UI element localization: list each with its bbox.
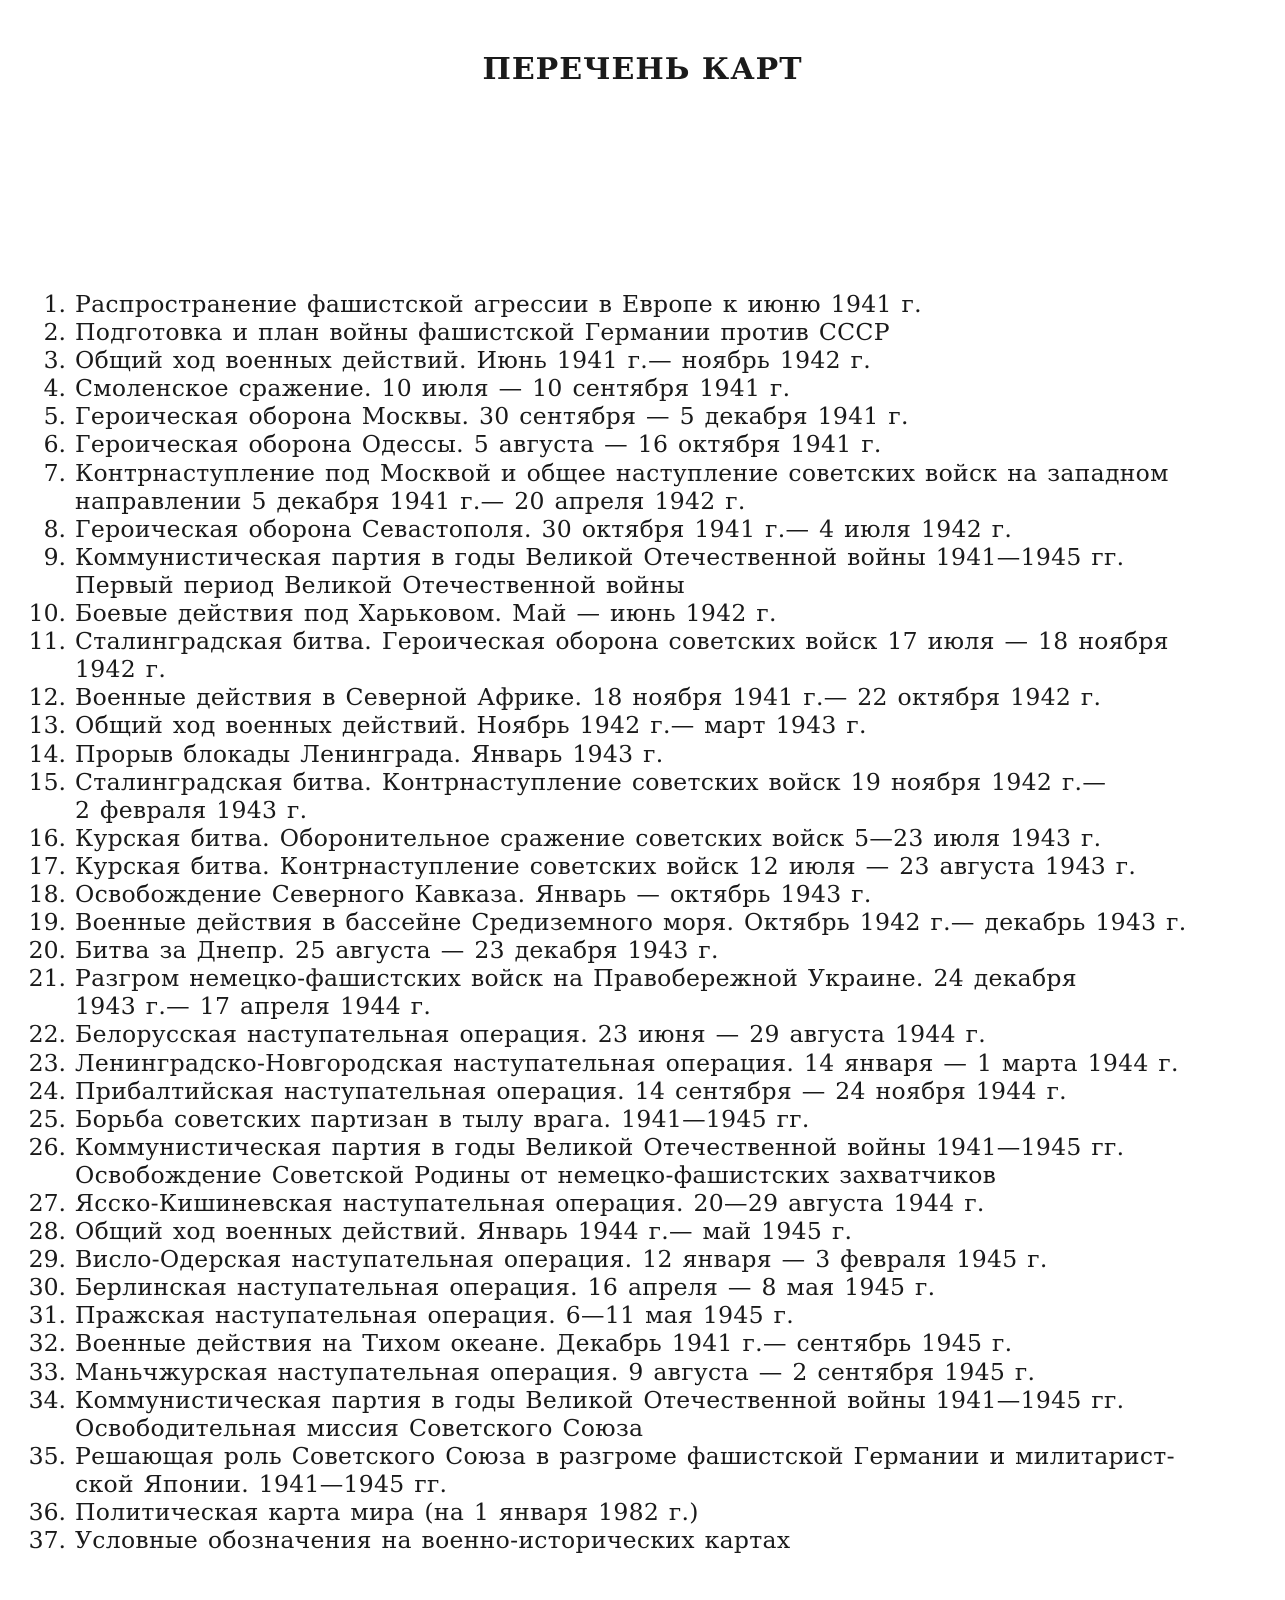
map-title: Решающая роль Советского Союза в разгроме фашистской Германии и милитарист- ской Японии. 1941—1945 гг. [75, 1441, 1175, 1498]
page-title: ПЕРЕЧЕНЬ КАРТ [482, 52, 803, 88]
map-list-item [8, 908, 1278, 936]
map-title: Ясско-Кишиневская наступательная операция. 20—29 августа 1944 г. [75, 1189, 985, 1217]
map-number: 18. [28, 879, 66, 908]
map-title: Боевые действия под Харьковом. Май — июнь 1942 г. [75, 599, 777, 628]
map-number: 19. [28, 908, 66, 937]
map-list-item [8, 290, 1278, 318]
map-number: 10. [28, 599, 66, 628]
map-title: Белорусская наступательная операция. 23 июня — 29 августа 1944 г. [75, 1020, 987, 1049]
map-list-item [8, 543, 1278, 599]
map-title: Военные действия на Тихом океане. Декабрь 1941 г.— сентябрь 1945 г. [75, 1329, 1013, 1358]
map-title: Прибалтийская наступательная операция. 14 сентября — 24 ноября 1944 г. [75, 1076, 1067, 1105]
map-number: 22. [28, 1020, 66, 1049]
map-list-item [8, 515, 1278, 543]
map-list-item [8, 824, 1278, 852]
map-number: 28. [28, 1217, 66, 1246]
map-title: Условные обозначения на военно-исторических картах [75, 1526, 791, 1555]
map-number: 2. [43, 318, 66, 347]
map-number: 11. [28, 627, 66, 656]
map-title: Контрнаступление под Москвой и общее наступление советских войск на западном направлении 5 декабря 1941 г.— 20 апреля 1942 г. [75, 458, 1169, 515]
map-title: Общий ход военных действий. Июнь 1941 г.— ноябрь 1942 г. [75, 346, 871, 375]
map-list-item [8, 1245, 1278, 1273]
map-list-item [8, 1386, 1278, 1442]
map-list-item [8, 374, 1278, 402]
map-number: 3. [43, 346, 66, 375]
map-list-item [8, 964, 1278, 1020]
map-list-item [8, 1133, 1278, 1189]
map-number: 36. [28, 1498, 66, 1527]
map-number: 33. [28, 1357, 66, 1386]
map-list-item [8, 318, 1278, 346]
map-title: Прорыв блокады Ленинграда. Январь 1943 г. [75, 739, 664, 768]
map-title: Распространение фашистской агрессии в Европе к июню 1941 г. [75, 290, 922, 318]
map-list-item [8, 1301, 1278, 1329]
map-title: Героическая оборона Москвы. 30 сентября — 5 декабря 1941 г. [75, 402, 909, 431]
map-title: Битва за Днепр. 25 августа — 23 декабря 1943 г. [75, 936, 719, 965]
map-list-item [8, 740, 1278, 768]
map-number: 9. [43, 542, 66, 571]
map-list-item [8, 1049, 1278, 1077]
map-number: 32. [28, 1329, 66, 1358]
map-list-item [8, 1020, 1278, 1048]
map-list [8, 290, 1278, 1554]
map-number: 14. [28, 739, 66, 768]
map-number: 27. [28, 1189, 66, 1217]
map-list-item [8, 1329, 1278, 1357]
map-list-item [8, 1189, 1278, 1217]
map-number: 13. [28, 711, 66, 740]
map-list-item [8, 346, 1278, 374]
map-title: Пражская наступательная операция. 6—11 мая 1945 г. [75, 1301, 795, 1330]
map-list-item [8, 683, 1278, 711]
map-number: 1. [43, 290, 66, 318]
map-number: 15. [28, 767, 66, 796]
map-number: 26. [28, 1132, 66, 1161]
map-list-item [8, 627, 1278, 683]
map-title: Героическая оборона Одессы. 5 августа — 16 октября 1941 г. [75, 430, 882, 459]
map-number: 35. [28, 1441, 66, 1470]
map-list-item [8, 1273, 1278, 1301]
map-title: Освобождение Северного Кавказа. Январь — октябрь 1943 г. [75, 879, 872, 908]
map-list-item [8, 430, 1278, 458]
map-list-item [8, 599, 1278, 627]
map-title: Коммунистическая партия в годы Великой Отечественной войны 1941—1945 гг. Освобождение Советской Родины от немецко-фашистских захватчиков [75, 1132, 1125, 1189]
map-number: 17. [28, 851, 66, 880]
map-title: Общий ход военных действий. Январь 1944 г.— май 1945 г. [75, 1217, 853, 1246]
map-list-item [8, 1442, 1278, 1498]
map-title: Военные действия в Северной Африке. 18 ноября 1941 г.— 22 октября 1942 г. [75, 683, 1102, 712]
map-title: Курская битва. Оборонительное сражение советских войск 5—23 июля 1943 г. [75, 823, 1102, 852]
map-number: 34. [28, 1385, 66, 1414]
map-title: Смоленское сражение. 10 июля — 10 сентября 1941 г. [75, 374, 791, 403]
map-title: Героическая оборона Севастополя. 30 октября 1941 г.— 4 июля 1942 г. [75, 514, 1013, 543]
map-number: 37. [28, 1526, 66, 1555]
map-title: Разгром немецко-фашистских войск на Правобережной Украине. 24 декабря 1943 г.— 17 апреля 1944 г. [75, 964, 1077, 1021]
map-list-item [8, 711, 1278, 739]
map-title: Висло-Одерская наступательная операция. 12 января — 3 февраля 1945 г. [75, 1245, 1048, 1274]
map-title: Общий ход военных действий. Ноябрь 1942 г.— март 1943 г. [75, 711, 867, 740]
map-title: Маньчжурская наступательная операция. 9 августа — 2 сентября 1945 г. [75, 1357, 1036, 1386]
map-title: Военные действия в бассейне Средиземного моря. Октябрь 1942 г.— декабрь 1943 г. [75, 908, 1187, 937]
map-number: 16. [28, 823, 66, 852]
map-title: Коммунистическая партия в годы Великой Отечественной войны 1941—1945 гг. Первый период Великой Отечественной войны [75, 542, 1125, 599]
map-list-item [8, 936, 1278, 964]
map-list-item [8, 1217, 1278, 1245]
map-list-item [8, 1498, 1278, 1526]
map-number: 25. [28, 1104, 66, 1133]
map-list-item [8, 1358, 1278, 1386]
map-number: 4. [43, 374, 66, 403]
map-number: 21. [28, 964, 66, 993]
map-number: 24. [28, 1076, 66, 1105]
map-title: Курская битва. Контрнаступление советских войск 12 июля — 23 августа 1943 г. [75, 851, 1137, 880]
map-number: 8. [43, 514, 66, 543]
map-list-item [8, 459, 1278, 515]
map-title: Подготовка и план войны фашистской Германии против СССР [75, 318, 890, 347]
map-number: 23. [28, 1048, 66, 1077]
map-list-item [8, 880, 1278, 908]
map-number: 31. [28, 1301, 66, 1330]
map-list-item [8, 402, 1278, 430]
map-list-item [8, 1526, 1278, 1554]
map-title: Сталинградская битва. Героическая оборона советских войск 17 июля — 18 ноября 1942 г. [75, 627, 1169, 684]
map-title: Ленинградско-Новгородская наступательная операция. 14 января — 1 марта 1944 г. [75, 1048, 1179, 1077]
map-number: 29. [28, 1245, 66, 1274]
map-title: Коммунистическая партия в годы Великой Отечественной войны 1941—1945 гг. Освободительная миссия Советского Союза [75, 1385, 1125, 1442]
map-title: Сталинградская битва. Контрнаступление советских войск 19 ноября 1942 г.— 2 февраля 1943 г. [75, 767, 1107, 824]
map-list-item [8, 852, 1278, 880]
map-number: 5. [43, 402, 66, 431]
map-number: 20. [28, 936, 66, 965]
map-list-item [8, 1105, 1278, 1133]
map-title: Борьба советских партизан в тылу врага. 1941—1945 гг. [75, 1104, 810, 1133]
map-number: 12. [28, 683, 66, 712]
map-title: Политическая карта мира (на 1 января 1982 г.) [75, 1498, 699, 1527]
map-number: 7. [43, 458, 66, 487]
map-list-item [8, 1077, 1278, 1105]
map-number: 6. [43, 430, 66, 459]
map-title: Берлинская наступательная операция. 16 апреля — 8 мая 1945 г. [75, 1273, 936, 1302]
map-number: 30. [28, 1273, 66, 1302]
map-list-item [8, 768, 1278, 824]
